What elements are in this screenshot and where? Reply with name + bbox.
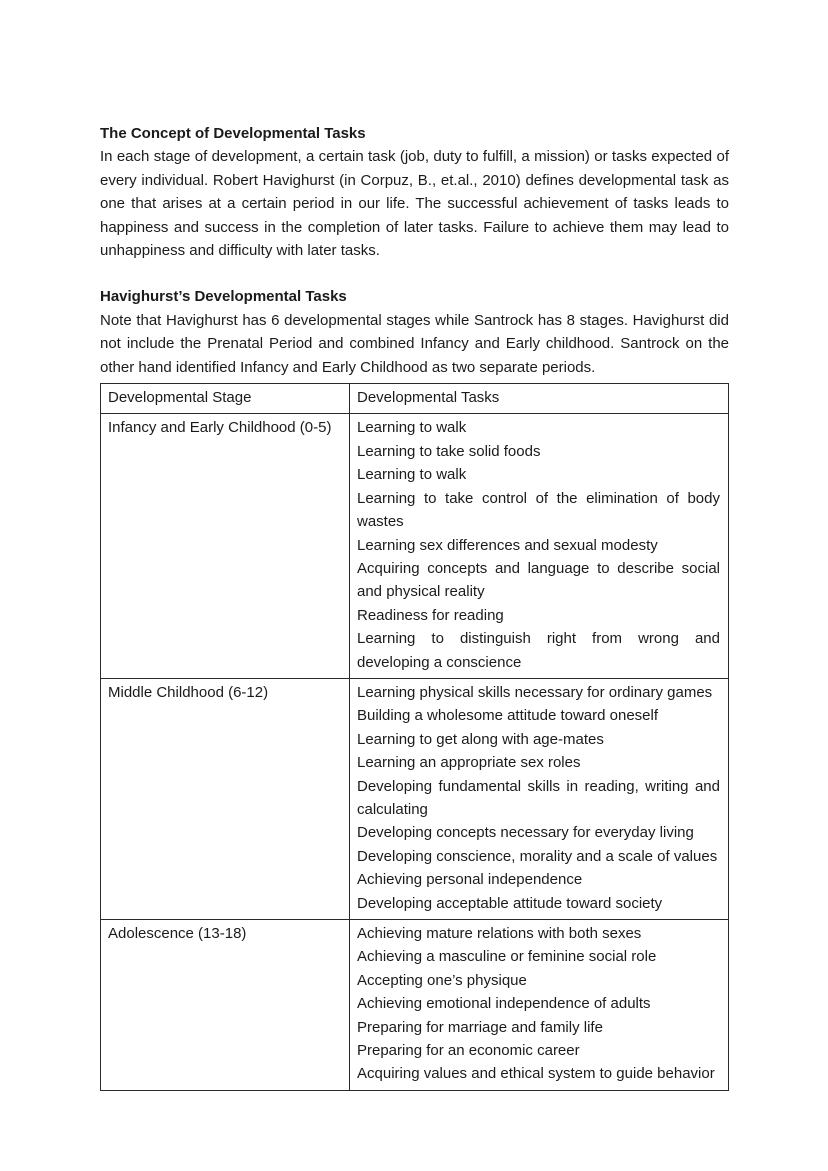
table-header-tasks: Developmental Tasks — [350, 384, 729, 414]
tasks-cell — [350, 414, 729, 678]
tasks-cell — [350, 678, 729, 919]
table-row — [101, 678, 729, 919]
task-item: Building a wholesome attitude toward oneself — [357, 707, 659, 725]
stage-cell: Infancy and Early Childhood (0-5) — [101, 414, 350, 678]
task-item: Achieving mature relations with both sexes — [357, 925, 642, 942]
task-item: Learning to take solid foods — [357, 442, 541, 460]
stage-cell: Adolescence (13-18) — [101, 920, 350, 1091]
task-item: Learning sex differences and sexual modesty — [357, 536, 658, 554]
task-item: Developing acceptable attitude toward society — [357, 894, 663, 912]
task-item: Achieving emotional independence of adults — [357, 995, 651, 1013]
table-row — [101, 414, 729, 678]
table-row — [101, 920, 729, 1091]
task-item: Learning to walk — [357, 466, 467, 484]
task-item: Learning physical skills necessary for ordinary games — [357, 683, 713, 701]
task-item: Learning to distinguish right from wrong and developing a conscience — [357, 630, 720, 671]
section-heading-havighurst: Havighurst’s Developmental Tasks — [100, 288, 347, 306]
task-item: Developing fundamental skills in reading, writing and calculating — [357, 777, 720, 818]
task-item: Developing conscience, morality and a scale of values — [357, 847, 718, 865]
task-item: Preparing for marriage and family life — [357, 1018, 603, 1036]
task-item: Learning to take control of the elimination of body wastes — [357, 489, 720, 531]
developmental-tasks-table — [100, 383, 729, 1091]
task-item: Achieving personal independence — [357, 871, 583, 889]
paragraph-note: Note that Havighurst has 6 developmental stages while Santrock has 8 stages. Havighurst did not include the Prenatal Period and combined Infancy and Early childhood. Santrock on the other hand identified Infancy and Early Childhood as two separate periods. — [100, 311, 729, 376]
task-item: Achieving a masculine or feminine social role — [357, 948, 657, 966]
stage-cell: Middle Childhood (6-12) — [101, 678, 350, 919]
task-item: Learning an appropriate sex roles — [357, 754, 581, 772]
table-header-row — [101, 384, 729, 414]
task-item: Developing concepts necessary for everyday living — [357, 824, 694, 842]
paragraph-concept: In each stage of development, a certain task (job, duty to fulfill, a mission) or tasks expected of every individual. Robert Havighurst (in Corpuz, B., et.al., 2010) defines developmental task as one that arises at a certain period in our life. The successful achievement of tasks leads to happiness and success in the completion of later tasks. Failure to achieve them may lead to unhappiness and difficulty with later tasks. — [100, 148, 729, 260]
tasks-cell — [350, 920, 729, 1091]
task-item: Learning to get along with age-mates — [357, 730, 604, 748]
task-item: Learning to walk — [357, 419, 467, 437]
task-item: Acquiring concepts and language to describe social and physical reality — [357, 559, 720, 601]
table-header-stage: Developmental Stage — [101, 384, 350, 414]
task-item: Accepting one’s physique — [357, 971, 527, 989]
task-item: Preparing for an economic career — [357, 1042, 580, 1060]
section-heading-concept: The Concept of Developmental Tasks — [100, 125, 366, 142]
task-item: Acquiring values and ethical system to guide behavior — [357, 1065, 715, 1083]
task-item: Readiness for reading — [357, 606, 504, 624]
document-content — [100, 122, 729, 1091]
